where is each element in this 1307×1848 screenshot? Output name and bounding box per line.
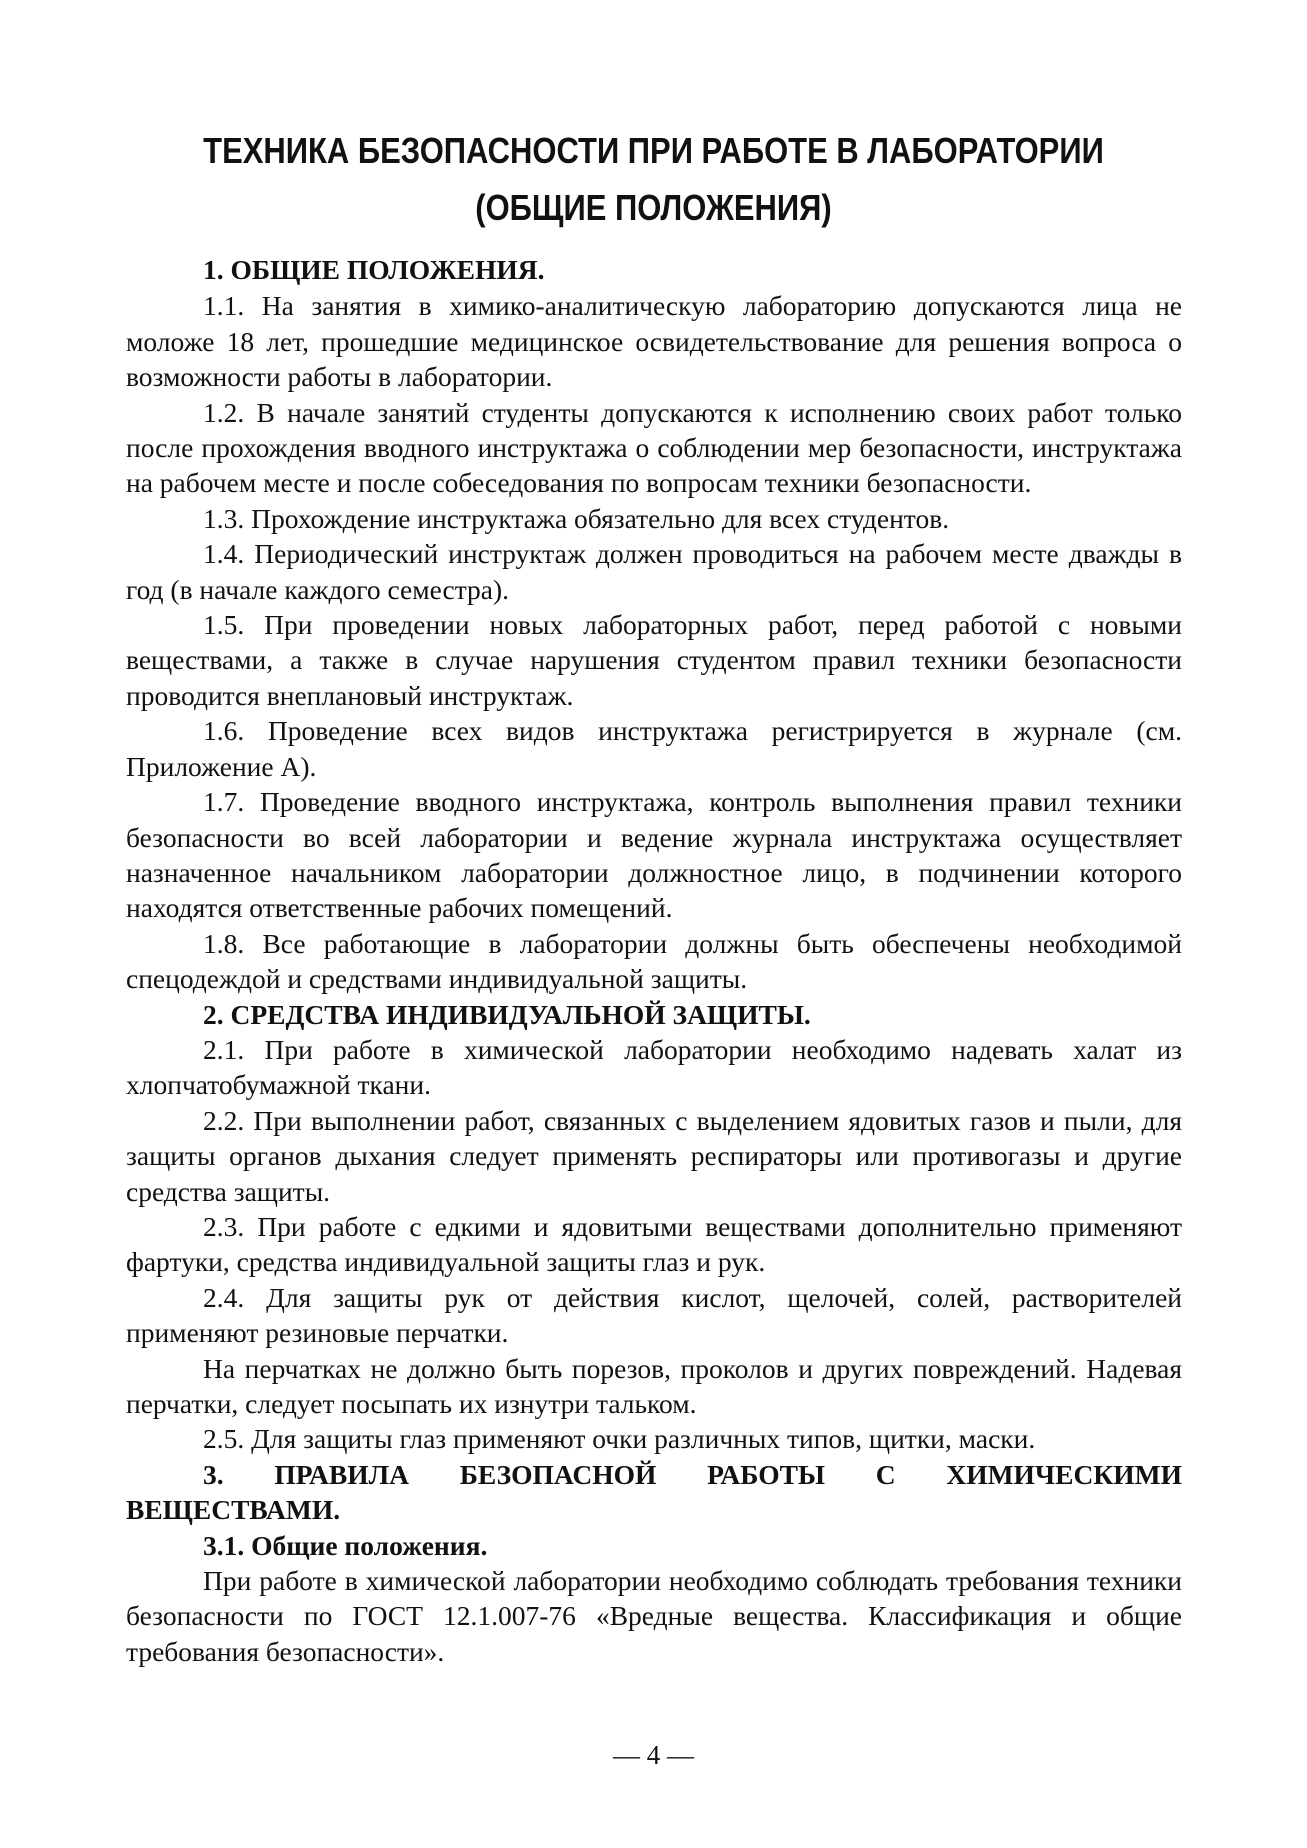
paragraph-2-2: 2.2. При выполнении работ, связанных с выделением ядовитых газов и пыли, для защиты органов дыхания следует применять респираторы или противогазы и другие средства защиты. — [126, 1104, 1182, 1207]
paragraph-2-1: 2.1. При работе в химической лаборатории необходимо надевать халат из хлопчатобумажной ткани. — [126, 1033, 1182, 1101]
paragraph-1-6: 1.6. Проведение всех видов инструктажа регистрируется в журнале (см. Приложение А). — [126, 715, 1182, 782]
paragraph-2-5: 2.5. Для защиты глаз применяют очки различных типов, щитки, маски. — [203, 1423, 1036, 1455]
paragraph-1-4: 1.4. Периодический инструктаж должен проводиться на рабочем месте дважды в год (в начале каждого семестра). — [126, 538, 1182, 605]
title-line-1: ТЕХНИКА БЕЗОПАСНОСТИ ПРИ РАБОТЕ В ЛАБОРАТОРИИ — [203, 130, 1104, 171]
paragraph-2-3: 2.3. При работе с едкими и ядовитыми веществами дополнительно применяют фартуки, средства индивидуальной защиты глаз и рук. — [126, 1210, 1182, 1278]
paragraph-1-5: 1.5. При проведении новых лабораторных работ, перед работой с новыми веществами, а также в случае нарушения студентом правил техники безопасности проводится внеплановый инструктаж. — [126, 609, 1182, 711]
title-line-2: (ОБЩИЕ ПОЛОЖЕНИЯ) — [475, 187, 832, 228]
paragraph-1-7: 1.7. Проведение вводного инструктажа, контроль выполнения правил техники безопасности во всей лаборатории и ведение журнала инструктажа осуществляет назначенное начальником лаборатории должностное лицо, в подчинении которого находятся ответственные рабочих помещений. — [126, 786, 1182, 924]
paragraph-2-4-note: На перчатках не должно быть порезов, проколов и других повреждений. Надевая перчатки, следует посыпать их изнутри тальком. — [126, 1352, 1182, 1419]
paragraph-1-8: 1.8. Все работающие в лаборатории должны быть обеспечены необходимой спецодеждой и средствами индивидуальной защиты. — [126, 927, 1182, 995]
paragraph-2-4: 2.4. Для защиты рук от действия кислот, щелочей, солей, растворителей применяют резиновые перчатки. — [126, 1281, 1182, 1349]
page-title — [91, 122, 1215, 236]
section-heading-3: 3. ПРАВИЛА БЕЗОПАСНОЙ РАБОТЫ С ХИМИЧЕСКИМИ ВЕЩЕСТВАМИ. — [126, 1458, 1182, 1526]
page-number: — 4 — — [613, 1740, 694, 1770]
section-heading-2: 2. СРЕДСТВА ИНДИВИДУАЛЬНОЙ ЗАЩИТЫ. — [203, 998, 811, 1030]
paragraph-1-3: 1.3. Прохождение инструктажа обязательно для всех студентов. — [203, 502, 950, 534]
document-body — [126, 252, 1182, 1669]
paragraph-3-1: При работе в химической лаборатории необходимо соблюдать требования техники безопасности по ГОСТ 12.1.007-76 «Вредные вещества. Классификация и общие требования безопасности». — [126, 1565, 1182, 1667]
paragraph-1-1: 1.1. На занятия в химико-аналитическую лабораторию допускаются лица не моложе 18 лет, прошедшие медицинское освидетельствование для решения вопроса о возможности работы в лаборатории. — [126, 290, 1182, 393]
paragraph-1-2: 1.2. В начале занятий студенты допускаются к исполнению своих работ только после прохождения вводного инструктажа о соблюдении мер безопасности, инструктажа на рабочем месте и после собеседования по вопросам техники безопасности. — [126, 396, 1182, 499]
section-heading-1: 1. ОБЩИЕ ПОЛОЖЕНИЯ. — [203, 254, 545, 285]
subsection-heading-3-1: 3.1. Общие положения. — [203, 1529, 488, 1561]
